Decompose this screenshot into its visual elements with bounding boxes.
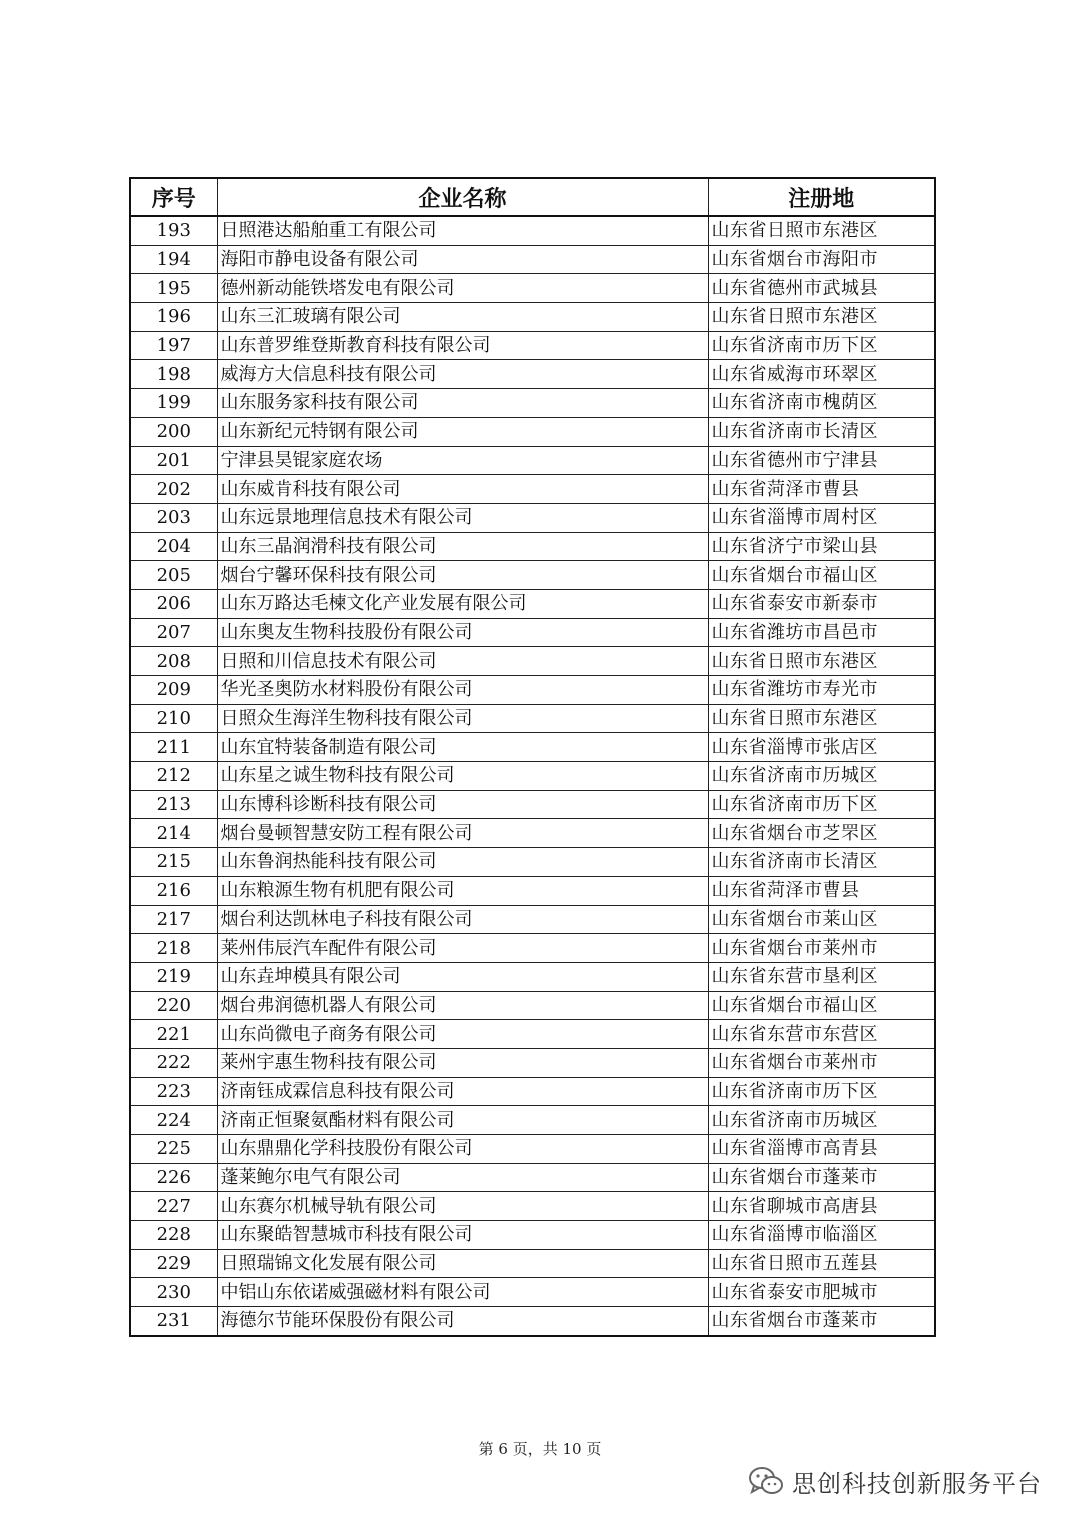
cell-company-name: 宁津县昊锟家庭农场 [217,446,708,475]
table-row [130,1307,935,1336]
cell-number: 222 [130,1048,217,1077]
cell-registered-location: 山东省淄博市周村区 [708,503,935,532]
table-row [130,274,935,303]
cell-number: 194 [130,245,217,274]
cell-registered-location: 山东省济宁市梁山县 [708,532,935,561]
cell-registered-location: 山东省东营市东营区 [708,1020,935,1049]
cell-company-name: 莱州宇惠生物科技有限公司 [217,1048,708,1077]
cell-company-name: 海德尔节能环保股份有限公司 [217,1307,708,1336]
cell-number: 231 [130,1307,217,1336]
cell-number: 193 [130,216,217,245]
cell-number: 209 [130,676,217,705]
cell-number: 195 [130,274,217,303]
table-header-row [130,178,935,216]
cell-number: 210 [130,704,217,733]
table-row [130,733,935,762]
cell-number: 206 [130,589,217,618]
cell-registered-location: 山东省济南市长清区 [708,417,935,446]
cell-number: 211 [130,733,217,762]
cell-number: 216 [130,876,217,905]
cell-number: 203 [130,503,217,532]
table-row [130,762,935,791]
cell-registered-location: 山东省烟台市莱山区 [708,905,935,934]
table-body [130,216,935,1336]
table-row [130,647,935,676]
table-row [130,216,935,245]
cell-number: 217 [130,905,217,934]
cell-registered-location: 山东省烟台市芝罘区 [708,819,935,848]
cell-registered-location: 山东省烟台市莱州市 [708,934,935,963]
cell-company-name: 山东新纪元特钢有限公司 [217,417,708,446]
table-row [130,503,935,532]
cell-company-name: 威海方大信息科技有限公司 [217,360,708,389]
table-row [130,1135,935,1164]
cell-company-name: 山东万路达毛楝文化产业发展有限公司 [217,589,708,618]
cell-registered-location: 山东省泰安市肥城市 [708,1278,935,1307]
cell-company-name: 山东服务家科技有限公司 [217,389,708,418]
cell-company-name: 华光圣奥防水材料股份有限公司 [217,676,708,705]
cell-company-name: 烟台曼顿智慧安防工程有限公司 [217,819,708,848]
company-table [129,177,936,1337]
table-row [130,1249,935,1278]
cell-number: 221 [130,1020,217,1049]
cell-company-name: 山东宜特装备制造有限公司 [217,733,708,762]
cell-registered-location: 山东省淄博市张店区 [708,733,935,762]
cell-number: 197 [130,331,217,360]
table-row [130,1278,935,1307]
cell-registered-location: 山东省济南市长清区 [708,848,935,877]
cell-company-name: 山东聚皓智慧城市科技有限公司 [217,1221,708,1250]
cell-number: 208 [130,647,217,676]
cell-registered-location: 山东省日照市东港区 [708,303,935,332]
cell-registered-location: 山东省日照市东港区 [708,704,935,733]
table-row [130,905,935,934]
cell-number: 198 [130,360,217,389]
cell-company-name: 烟台宁馨环保科技有限公司 [217,561,708,590]
watermark [748,1463,1042,1499]
cell-company-name: 日照港达船舶重工有限公司 [217,216,708,245]
cell-company-name: 山东尚微电子商务有限公司 [217,1020,708,1049]
cell-registered-location: 山东省淄博市高青县 [708,1135,935,1164]
cell-company-name: 日照众生海洋生物科技有限公司 [217,704,708,733]
cell-number: 228 [130,1221,217,1250]
cell-number: 218 [130,934,217,963]
watermark-text: 思创科技创新服务平台 [792,1469,1042,1498]
table-row [130,331,935,360]
cell-registered-location: 山东省日照市东港区 [708,216,935,245]
table-row [130,1192,935,1221]
cell-company-name: 山东鲁润热能科技有限公司 [217,848,708,877]
cell-registered-location: 山东省德州市宁津县 [708,446,935,475]
cell-company-name: 烟台弗润德机器人有限公司 [217,991,708,1020]
table-row [130,1048,935,1077]
table-row [130,245,935,274]
cell-registered-location: 山东省德州市武城县 [708,274,935,303]
cell-registered-location: 山东省烟台市福山区 [708,561,935,590]
table-row [130,991,935,1020]
table-row [130,561,935,590]
cell-registered-location: 山东省济南市历城区 [708,1106,935,1135]
cell-company-name: 山东赛尔机械导轨有限公司 [217,1192,708,1221]
table-row [130,475,935,504]
table-row [130,532,935,561]
cell-company-name: 山东三汇玻璃有限公司 [217,303,708,332]
cell-registered-location: 山东省菏泽市曹县 [708,876,935,905]
cell-number: 212 [130,762,217,791]
table-row [130,1163,935,1192]
table-row [130,676,935,705]
cell-registered-location: 山东省烟台市莱州市 [708,1048,935,1077]
table-row [130,1020,935,1049]
cell-registered-location: 山东省济南市历城区 [708,762,935,791]
cell-registered-location: 山东省济南市历下区 [708,1077,935,1106]
cell-company-name: 莱州伟辰汽车配件有限公司 [217,934,708,963]
cell-number: 224 [130,1106,217,1135]
table-row [130,819,935,848]
cell-registered-location: 山东省泰安市新泰市 [708,589,935,618]
cell-company-name: 山东博科诊断科技有限公司 [217,790,708,819]
table-row [130,417,935,446]
cell-number: 225 [130,1135,217,1164]
cell-company-name: 中铝山东依诺威强磁材料有限公司 [217,1278,708,1307]
cell-number: 199 [130,389,217,418]
cell-registered-location: 山东省日照市五莲县 [708,1249,935,1278]
cell-registered-location: 山东省潍坊市寿光市 [708,676,935,705]
cell-company-name: 山东鼎鼎化学科技股份有限公司 [217,1135,708,1164]
table-row [130,790,935,819]
table-row [130,360,935,389]
cell-company-name: 日照和川信息技术有限公司 [217,647,708,676]
cell-registered-location: 山东省日照市东港区 [708,647,935,676]
cell-registered-location: 山东省淄博市临淄区 [708,1221,935,1250]
cell-company-name: 山东普罗维登斯教育科技有限公司 [217,331,708,360]
cell-number: 226 [130,1163,217,1192]
cell-company-name: 济南钰成霖信息科技有限公司 [217,1077,708,1106]
table-row [130,1106,935,1135]
cell-number: 215 [130,848,217,877]
cell-company-name: 济南正恒聚氨酯材料有限公司 [217,1106,708,1135]
cell-number: 202 [130,475,217,504]
cell-company-name: 山东垚坤模具有限公司 [217,962,708,991]
cell-number: 213 [130,790,217,819]
cell-registered-location: 山东省烟台市海阳市 [708,245,935,274]
cell-number: 229 [130,1249,217,1278]
table-row [130,618,935,647]
cell-number: 205 [130,561,217,590]
header-registered-location: 注册地 [708,178,935,216]
page-number: 第 6 页，共 10 页 [478,1440,602,1458]
cell-number: 214 [130,819,217,848]
cell-company-name: 山东星之诚生物科技有限公司 [217,762,708,791]
cell-number: 227 [130,1192,217,1221]
cell-number: 223 [130,1077,217,1106]
cell-registered-location: 山东省菏泽市曹县 [708,475,935,504]
cell-company-name: 烟台利达凯林电子科技有限公司 [217,905,708,934]
cell-number: 204 [130,532,217,561]
cell-registered-location: 山东省济南市历下区 [708,790,935,819]
table-row [130,934,935,963]
table-row [130,589,935,618]
table-row [130,704,935,733]
cell-number: 196 [130,303,217,332]
cell-registered-location: 山东省威海市环翠区 [708,360,935,389]
cell-company-name: 蓬莱鲍尔电气有限公司 [217,1163,708,1192]
header-company-name: 企业名称 [217,178,708,216]
cell-registered-location: 山东省烟台市蓬莱市 [708,1163,935,1192]
cell-company-name: 日照瑞锦文化发展有限公司 [217,1249,708,1278]
cell-registered-location: 山东省潍坊市昌邑市 [708,618,935,647]
cell-registered-location: 山东省济南市槐荫区 [708,389,935,418]
cell-company-name: 山东粮源生物有机肥有限公司 [217,876,708,905]
cell-company-name: 山东奥友生物科技股份有限公司 [217,618,708,647]
table-row [130,848,935,877]
cell-number: 230 [130,1278,217,1307]
wechat-icon [748,1465,784,1497]
cell-number: 200 [130,417,217,446]
cell-registered-location: 山东省东营市垦利区 [708,962,935,991]
cell-registered-location: 山东省聊城市高唐县 [708,1192,935,1221]
table-row [130,446,935,475]
table-row [130,389,935,418]
header-number: 序号 [130,178,217,216]
cell-company-name: 山东远景地理信息技术有限公司 [217,503,708,532]
cell-number: 220 [130,991,217,1020]
cell-company-name: 海阳市静电设备有限公司 [217,245,708,274]
cell-number: 207 [130,618,217,647]
table-row [130,962,935,991]
table-row [130,303,935,332]
cell-registered-location: 山东省烟台市蓬莱市 [708,1307,935,1336]
table-row [130,876,935,905]
cell-number: 201 [130,446,217,475]
cell-company-name: 山东三晶润滑科技有限公司 [217,532,708,561]
table-row [130,1221,935,1250]
cell-company-name: 山东威肯科技有限公司 [217,475,708,504]
cell-company-name: 德州新动能铁塔发电有限公司 [217,274,708,303]
cell-number: 219 [130,962,217,991]
table-row [130,1077,935,1106]
cell-registered-location: 山东省济南市历下区 [708,331,935,360]
cell-registered-location: 山东省烟台市福山区 [708,991,935,1020]
